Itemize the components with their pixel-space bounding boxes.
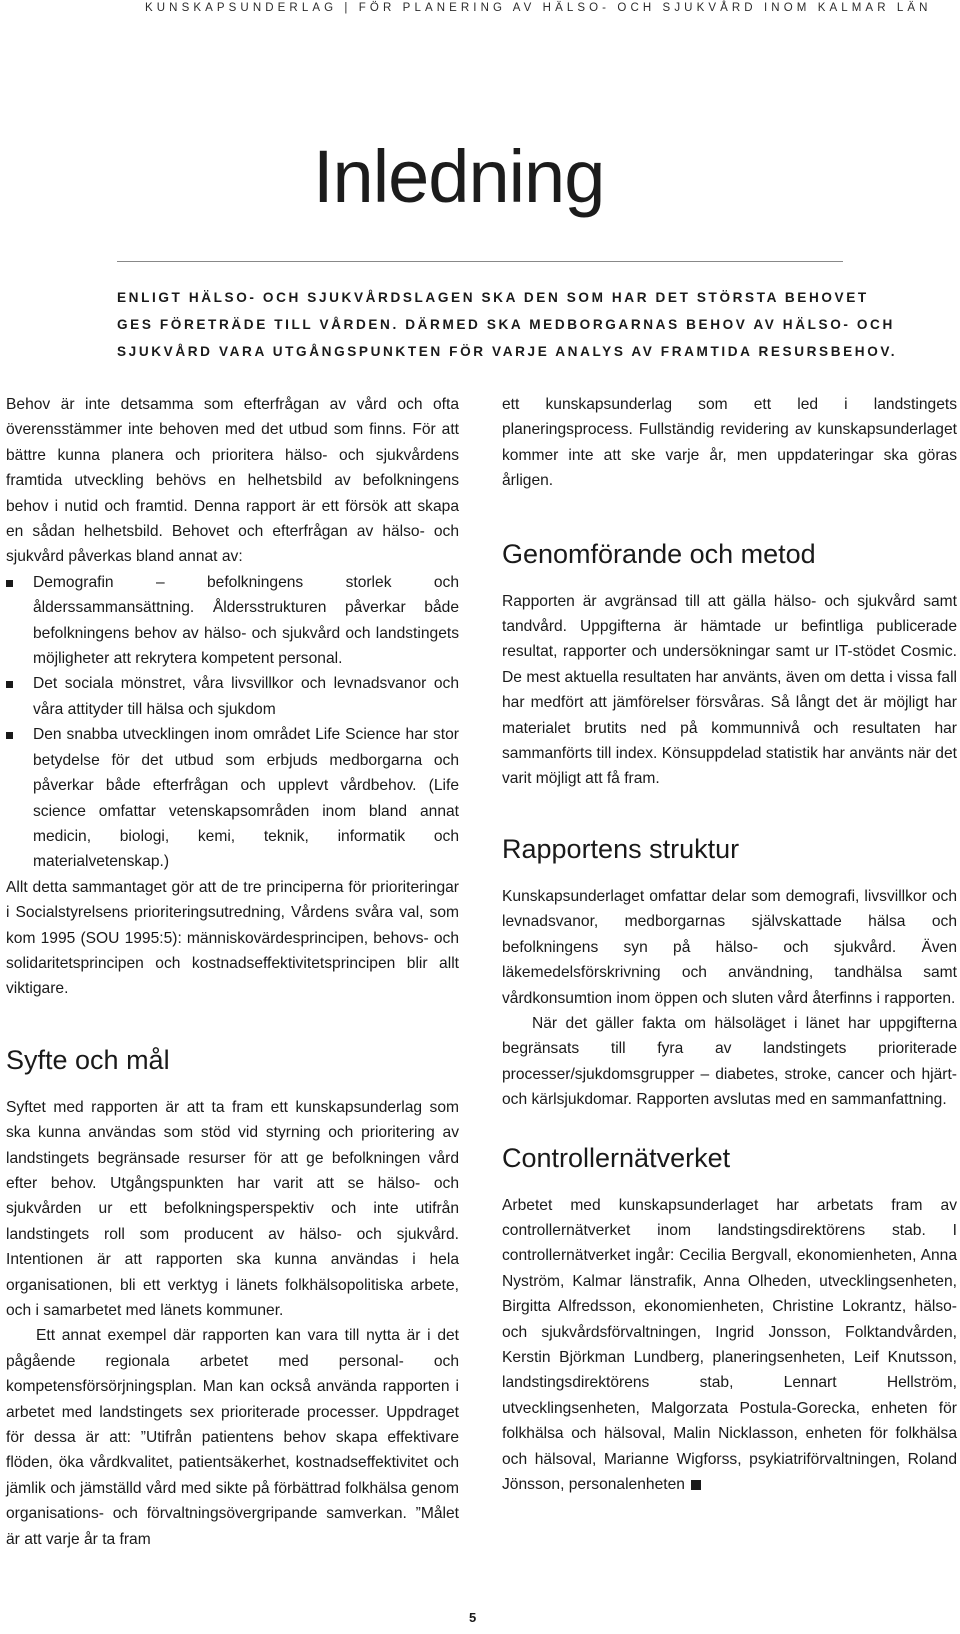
page-number: 5 [469, 1610, 477, 1625]
right-column [502, 392, 957, 1497]
list-item: Det sociala mönstret, våra livsvillkor och levnadsvanor och våra attityder till hälsa och sjukdom [6, 671, 459, 722]
title-divider [117, 261, 843, 262]
factor-list [6, 570, 459, 875]
end-mark-icon [691, 1480, 701, 1490]
section-heading-metod: Genomförande och metod [502, 538, 816, 569]
list-item: Den snabba utvecklingen inom området Life Science har stor betydelse för det utbud som erbjuds medborgarna och påverkar både efterfrågan och upplevt vårdbehov. (Life science omfattar vetenskapsområden inom bland annat medicin, biologi, kemi, teknik, informatik och materialvetenskap.) [6, 722, 459, 874]
lead-line: GES FÖRETRÄDE TILL VÅRDEN. DÄRMED SKA MEDBORGARNAS BEHOV AV HÄLSO- OCH [117, 317, 895, 332]
struktur-paragraph: När det gäller fakta om hälsoläget i länet har uppgifterna begränsats till fyra av landstingets prioriterade processer/sjukdomsgrupper – diabetes, stroke, cancer och hjärt- och kärlsjukdomar. Rapporten avslutas med en sammanfattning. [502, 1014, 957, 1109]
metod-paragraph: Rapporten är avgränsad till att gälla hälso- och sjukvård samt tandvård. Uppgifterna är hämtade ur befintliga publicerade resultat, rapporter och undersökningar samt ur IT-stödet Cosmic. De mest aktuella resultaten har använts, även om detta i vissa fall har medfört att jämförelser försvåras. Så långt det är möjligt har materialet brutits ned på kommunnivå och resultaten har sammanförts till index. Könsuppdelad statistik har använts när det varit möjligt att få fram. [502, 592, 957, 788]
controller-paragraph [502, 1193, 957, 1498]
section-heading-syfte: Syfte och mål [6, 1044, 170, 1075]
lead-line: SJUKVÅRD VARA UTGÅNGSPUNKTEN FÖR VARJE ANALYS AV FRAMTIDA RESURSBEHOV. [117, 344, 898, 359]
page-title: Inledning [313, 135, 605, 218]
controller-text: Arbetet med kunskapsunderlaget har arbetats fram av controllernätverket inom landstingsdirektörens stab. I controllernätverket ingår: Cecilia Bergvall, ekonomienheten, Anna Nyström, Kalmar länstrafik, Anna Olheden, utvecklingsenheten, Birgitta Alfredsson, ekonomienheten, Christine Lokrantz, hälso- och sjukvårdsförvaltningen, Ingrid Jonsson, Folktandvården, Kerstin Björkman Lundberg, planeringsenheten, Leif Knutsson, landstingsdirektörens stab, Lennart Hellström, utvecklingsenheten, Malgorzata Postula-Gorecka, enheten för folkhälsa och hälsoval, Malin Nicklasson, enheten för folkhälsa och hälsoval, Marianne Wigforss, psykiatriförvaltningen, Roland Jönsson, personalenheten [502, 1196, 957, 1493]
continuation-paragraph: ett kunskapsunderlag som ett led i landstingets planeringsprocess. Fullständig revidering av kunskapsunderlaget kommer inte att ske varje år, men uppdateringar ska göras årligen. [502, 396, 957, 490]
lead-paragraph [117, 284, 898, 365]
syfte-paragraph: Syftet med rapporten är att ta fram ett kunskapsunderlag som ska kunna användas som stöd vid styrning och prioritering av landstingets begränsade resurser för att ge befolkningen vård efter behov. Utgångspunkten har varit att se hälso- och sjukvården ur ett befolkningsperspektiv och inte utifrån landstingets roll som producent av hälso- och sjukvård. Intentionen är att rapporten ska kunna användas i hela organisationen, bli ett verktyg i länets folkhälsopolitiska arbete, och i samarbetet med länets kommuner. [6, 1098, 459, 1319]
running-head: KUNSKAPSUNDERLAG | FÖR PLANERING AV HÄLSO- OCH SJUKVÅRD INOM KALMAR LÄN [145, 2, 932, 14]
section-heading-struktur: Rapportens struktur [502, 833, 740, 864]
section-heading-controller: Controllernätverket [502, 1142, 731, 1173]
list-item: Demografin – befolkningens storlek och ålderssammansättning. Åldersstrukturen påverkar både befolkningens behov av hälso- och sjukvård och landstingets möjligheter att rekrytera kompetent personal. [6, 570, 459, 672]
summary-paragraph: Allt detta sammantaget gör att de tre principerna för prioriteringar i Socialstyrelsens prioriteringsutredning, Vårdens svåra val, som kom 1995 (SOU 1995:5): människovärdesprincipen, behovs- och solidaritetsprincipen och kostnadseffektivitetsprincipen blir allt viktigare. [6, 878, 459, 998]
struktur-paragraph: Kunskapsunderlaget omfattar delar som demografi, livsvillkor och levnadsvanor, medborgarnas självskattade hälsa och befolkningens syn på hälso- och sjukvård. Även läkemedelsförskrivning och användning, tandhälsa samt vårdkonsumtion inom öppen och sluten vård återfinns i rapporten. [502, 887, 957, 1007]
lead-line: ENLIGT HÄLSO- OCH SJUKVÅRDSLAGEN SKA DEN SOM HAR DET STÖRSTA BEHOVET [117, 290, 869, 305]
syfte-paragraph: Ett annat exempel där rapporten kan vara till nytta är i det pågående regionala arbetet med personal- och kompetensförsörjningsplan. Man kan också använda rapporten i arbetet med landstingets sex prioriterade processer. Uppdraget för dessa är att: ”Utifrån patientens behov skapa effektivare flöden, öka vårdkvalitet, patientsäkerhet, kostnadseffektivitet och jämlik och jämställd vård med sikte på förbättrad folkhälsa genom organisations- och förvaltningsövergripande samverkan. ”Målet är att varje år ta fram [6, 1327, 459, 1548]
left-column [6, 392, 459, 1552]
intro-paragraph: Behov är inte detsamma som efterfrågan av vård och ofta överensstämmer inte behoven med det utbud som finns. För att bättre kunna planera och prioritera hälso- och sjukvårdens framtida utveckling behövs en helhetsbild av befolkningens behov i nutid och framtid. Denna rapport är ett försök att skapa en sådan helhetsbild. Behovet och efterfrågan av hälso- och sjukvård påverkas bland annat av: [6, 396, 459, 566]
